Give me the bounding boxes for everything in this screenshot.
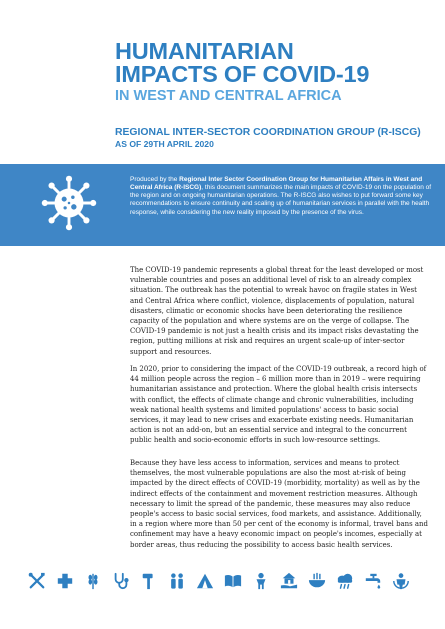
- hammer-icon: [140, 572, 158, 590]
- intro-text-prefix: Produced by the: [130, 176, 180, 183]
- title-line-2: IMPACTS OF COVID-19: [115, 61, 370, 87]
- shelter-hand-icon: [280, 572, 298, 590]
- people-icon: [168, 572, 186, 590]
- virus-icon: [40, 174, 98, 232]
- title-block: [115, 40, 435, 105]
- intro-text: [130, 176, 435, 217]
- group-date: AS OF 29TH APRIL 2020: [115, 139, 214, 149]
- title-line-1: HUMANITARIAN: [115, 38, 294, 64]
- water-tap-icon: [364, 572, 382, 590]
- tools-cross-icon: [28, 572, 46, 590]
- intro-text-org: Regional Inter Sector Coordination Group for Humanitarian Affairs in West and Central Africa (R-ISCG): [130, 176, 423, 192]
- food-bowl-icon: [308, 572, 326, 590]
- rain-cloud-icon: [336, 572, 354, 590]
- body-paragraph-2: In 2020, prior to considering the impact of the COVID-19 outbreak, a record high of 44 million people across the region – 6 million more than in 2019 – were requiring humanitarian assistance and protection. Where the global health crisis intersects with conflict, the effects of climate change and chronic vulnerabilities, including weak national health systems and limited populations' access to basic social services, it may lead to new crises and exacerbate existing needs. Humanitarian action is not an add-on, but an essential service and integral to the concurrent public health and socio-economic efforts in such low-resource settings.: [130, 365, 427, 445]
- wheat-icon: [84, 572, 102, 590]
- medical-cross-icon: [56, 572, 74, 590]
- book-icon: [224, 572, 242, 590]
- child-icon: [252, 572, 270, 590]
- protection-icon: [392, 572, 410, 590]
- intro-text-rest: , this document summarizes the main impacts of COVID-19 on the population of the region and on ongoing humanitarian operations. The R-ISCG also wishes to put forward some key recommendations to ensure continuity and scaling up of humanitarian services in parallel with the health response, while considering the new reality imposed by the presence of the virus.: [130, 184, 432, 216]
- body-paragraph-3: Because they have less access to information, services and means to protect themselves, the most vulnerable populations are also the most at-risk of being impacted by the direct effects of COVID-19 (morbidity, mortality) as well as by the indirect effects of the containment and movement restriction measures. Although necessary to limit the spread of the pandemic, these measures may also reduce people's access to basic social services, food markets, and assistance. Additionally, in a region where more than 50 per cent of the economy is informal, travel bans and confinement may have a heavy economic impact on people's incomes, especially at border areas, thus reducing the possibility to access basic health services.: [130, 459, 428, 549]
- stethoscope-icon: [112, 572, 130, 590]
- group-block: [115, 127, 435, 150]
- title-subline: IN WEST AND CENTRAL AFRICA: [115, 88, 342, 104]
- group-name: REGIONAL INTER-SECTOR COORDINATION GROUP (R-ISCG): [115, 127, 421, 138]
- sector-icon-row: [26, 572, 426, 594]
- tent-icon: [196, 572, 214, 590]
- body-paragraph-1: The COVID-19 pandemic represents a global threat for the least developed or most vulnerable countries and poses an additional level of risk to an already complex situation. The outbreak has the potential to wreak havoc on fragile states in West and Central Africa where conflict, violence, displacements of population, natural disasters, climatic or economic shocks have been deteriorating the resilience capacity of the population and where systems are on the verge of collapse. The COVID-19 pandemic is not just a health crisis and its impact risks devastating the region, putting millions at risk and requires an urgent scale-up of inter-sector support and resources.: [130, 266, 424, 356]
